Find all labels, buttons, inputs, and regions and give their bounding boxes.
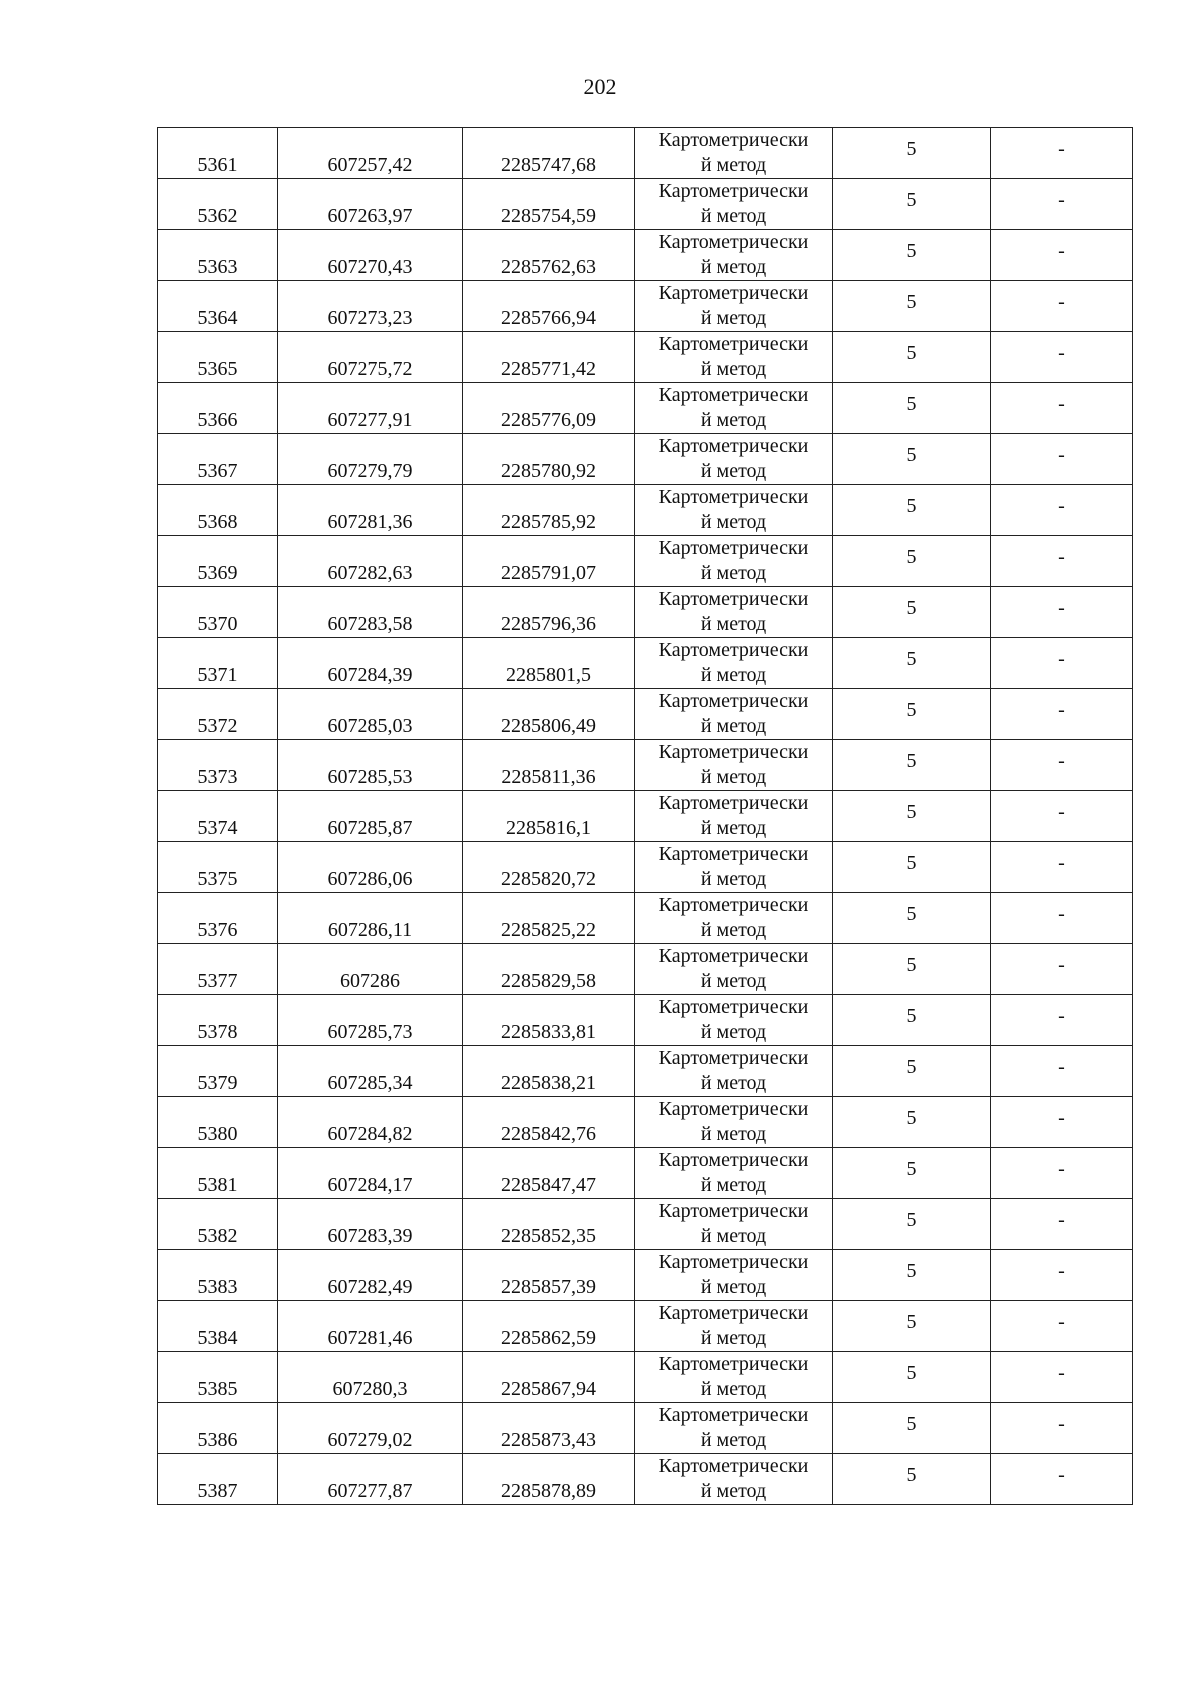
accuracy-cell: 5 <box>833 1454 991 1505</box>
x-coordinate-cell: 607273,23 <box>278 281 463 332</box>
accuracy-cell: 5 <box>833 842 991 893</box>
accuracy-cell: 5 <box>833 128 991 179</box>
x-coordinate-cell: 607279,79 <box>278 434 463 485</box>
note-cell: - <box>991 791 1133 842</box>
method-text-line: й метод <box>700 715 767 737</box>
x-coordinate-cell: 607263,97 <box>278 179 463 230</box>
table-row <box>158 995 1133 1046</box>
point-number-cell: 5387 <box>158 1454 278 1505</box>
note-cell: - <box>991 485 1133 536</box>
point-number-cell: 5368 <box>158 485 278 536</box>
table-row <box>158 893 1133 944</box>
method-text-line: й метод <box>700 358 767 380</box>
note-cell: - <box>991 1046 1133 1097</box>
method-text-line: Картометрически <box>658 1200 809 1222</box>
accuracy-cell: 5 <box>833 1403 991 1454</box>
method-text-line: й метод <box>700 1021 767 1043</box>
x-coordinate-cell: 607285,53 <box>278 740 463 791</box>
x-coordinate-cell: 607282,63 <box>278 536 463 587</box>
x-coordinate-cell: 607275,72 <box>278 332 463 383</box>
accuracy-cell: 5 <box>833 281 991 332</box>
accuracy-cell: 5 <box>833 1148 991 1199</box>
method-cell <box>635 740 833 791</box>
method-text-line: й метод <box>700 868 767 890</box>
method-text-line: й метод <box>700 1480 767 1502</box>
y-coordinate-cell: 2285801,5 <box>463 638 635 689</box>
table-row <box>158 587 1133 638</box>
method-text-line: й метод <box>700 613 767 635</box>
note-cell: - <box>991 1352 1133 1403</box>
point-number-cell: 5366 <box>158 383 278 434</box>
point-number-cell: 5367 <box>158 434 278 485</box>
accuracy-cell: 5 <box>833 995 991 1046</box>
x-coordinate-cell: 607286,06 <box>278 842 463 893</box>
y-coordinate-cell: 2285780,92 <box>463 434 635 485</box>
y-coordinate-cell: 2285833,81 <box>463 995 635 1046</box>
method-text-line: й метод <box>700 1072 767 1094</box>
y-coordinate-cell: 2285785,92 <box>463 485 635 536</box>
y-coordinate-cell: 2285862,59 <box>463 1301 635 1352</box>
accuracy-cell: 5 <box>833 536 991 587</box>
y-coordinate-cell: 2285754,59 <box>463 179 635 230</box>
y-coordinate-cell: 2285776,09 <box>463 383 635 434</box>
x-coordinate-cell: 607257,42 <box>278 128 463 179</box>
method-cell <box>635 842 833 893</box>
method-text-line: Картометрически <box>658 894 809 916</box>
accuracy-cell: 5 <box>833 1199 991 1250</box>
note-cell: - <box>991 995 1133 1046</box>
x-coordinate-cell: 607277,91 <box>278 383 463 434</box>
point-number-cell: 5370 <box>158 587 278 638</box>
y-coordinate-cell: 2285806,49 <box>463 689 635 740</box>
point-number-cell: 5371 <box>158 638 278 689</box>
table-row <box>158 1046 1133 1097</box>
method-text-line: й метод <box>700 205 767 227</box>
method-text-line: Картометрически <box>658 180 809 202</box>
note-cell: - <box>991 332 1133 383</box>
method-text-line: Картометрически <box>658 1047 809 1069</box>
method-text-line: й метод <box>700 409 767 431</box>
accuracy-cell: 5 <box>833 1250 991 1301</box>
table-row <box>158 1199 1133 1250</box>
method-cell <box>635 1301 833 1352</box>
accuracy-cell: 5 <box>833 1097 991 1148</box>
method-text-line: й метод <box>700 919 767 941</box>
method-cell <box>635 638 833 689</box>
accuracy-cell: 5 <box>833 1352 991 1403</box>
accuracy-cell: 5 <box>833 179 991 230</box>
note-cell: - <box>991 740 1133 791</box>
method-text-line: Картометрически <box>658 1149 809 1171</box>
accuracy-cell: 5 <box>833 638 991 689</box>
note-cell: - <box>991 1250 1133 1301</box>
y-coordinate-cell: 2285878,89 <box>463 1454 635 1505</box>
x-coordinate-cell: 607285,87 <box>278 791 463 842</box>
y-coordinate-cell: 2285842,76 <box>463 1097 635 1148</box>
method-text-line: й метод <box>700 460 767 482</box>
method-cell <box>635 587 833 638</box>
x-coordinate-cell: 607284,82 <box>278 1097 463 1148</box>
method-cell <box>635 536 833 587</box>
method-cell <box>635 485 833 536</box>
table-row <box>158 1454 1133 1505</box>
note-cell: - <box>991 434 1133 485</box>
method-text-line: Картометрически <box>658 1404 809 1426</box>
method-text-line: Картометрически <box>658 741 809 763</box>
note-cell: - <box>991 383 1133 434</box>
method-text-line: й метод <box>700 256 767 278</box>
y-coordinate-cell: 2285852,35 <box>463 1199 635 1250</box>
accuracy-cell: 5 <box>833 740 991 791</box>
method-text-line: Картометрически <box>658 1455 809 1477</box>
method-cell <box>635 1148 833 1199</box>
x-coordinate-cell: 607286,11 <box>278 893 463 944</box>
coordinates-table-body <box>158 128 1133 1505</box>
method-text-line: й метод <box>700 1327 767 1349</box>
note-cell: - <box>991 128 1133 179</box>
accuracy-cell: 5 <box>833 230 991 281</box>
y-coordinate-cell: 2285829,58 <box>463 944 635 995</box>
method-cell <box>635 1403 833 1454</box>
note-cell: - <box>991 893 1133 944</box>
point-number-cell: 5378 <box>158 995 278 1046</box>
point-number-cell: 5361 <box>158 128 278 179</box>
table-row <box>158 689 1133 740</box>
table-row <box>158 1250 1133 1301</box>
y-coordinate-cell: 2285820,72 <box>463 842 635 893</box>
x-coordinate-cell: 607285,34 <box>278 1046 463 1097</box>
note-cell: - <box>991 536 1133 587</box>
accuracy-cell: 5 <box>833 944 991 995</box>
note-cell: - <box>991 1148 1133 1199</box>
y-coordinate-cell: 2285867,94 <box>463 1352 635 1403</box>
note-cell: - <box>991 1301 1133 1352</box>
point-number-cell: 5365 <box>158 332 278 383</box>
y-coordinate-cell: 2285811,36 <box>463 740 635 791</box>
y-coordinate-cell: 2285873,43 <box>463 1403 635 1454</box>
point-number-cell: 5374 <box>158 791 278 842</box>
table-row <box>158 638 1133 689</box>
method-text-line: й метод <box>700 1225 767 1247</box>
note-cell: - <box>991 587 1133 638</box>
method-cell <box>635 434 833 485</box>
x-coordinate-cell: 607285,03 <box>278 689 463 740</box>
y-coordinate-cell: 2285816,1 <box>463 791 635 842</box>
accuracy-cell: 5 <box>833 587 991 638</box>
method-cell <box>635 995 833 1046</box>
method-cell <box>635 1199 833 1250</box>
method-text-line: Картометрически <box>658 129 809 151</box>
method-text-line: Картометрически <box>658 1251 809 1273</box>
x-coordinate-cell: 607284,17 <box>278 1148 463 1199</box>
table-row <box>158 944 1133 995</box>
method-cell <box>635 1454 833 1505</box>
method-text-line: й метод <box>700 562 767 584</box>
note-cell: - <box>991 1454 1133 1505</box>
note-cell: - <box>991 281 1133 332</box>
method-text-line: Картометрически <box>658 231 809 253</box>
accuracy-cell: 5 <box>833 689 991 740</box>
y-coordinate-cell: 2285838,21 <box>463 1046 635 1097</box>
method-text-line: й метод <box>700 1429 767 1451</box>
point-number-cell: 5364 <box>158 281 278 332</box>
method-text-line: й метод <box>700 1378 767 1400</box>
y-coordinate-cell: 2285791,07 <box>463 536 635 587</box>
point-number-cell: 5384 <box>158 1301 278 1352</box>
x-coordinate-cell: 607270,43 <box>278 230 463 281</box>
table-row <box>158 842 1133 893</box>
method-cell <box>635 689 833 740</box>
table-row <box>158 485 1133 536</box>
accuracy-cell: 5 <box>833 893 991 944</box>
x-coordinate-cell: 607284,39 <box>278 638 463 689</box>
method-cell <box>635 1046 833 1097</box>
point-number-cell: 5380 <box>158 1097 278 1148</box>
table-row <box>158 791 1133 842</box>
table-row <box>158 536 1133 587</box>
method-cell <box>635 179 833 230</box>
method-text-line: Картометрически <box>658 384 809 406</box>
x-coordinate-cell: 607281,36 <box>278 485 463 536</box>
note-cell: - <box>991 1199 1133 1250</box>
method-text-line: й метод <box>700 307 767 329</box>
y-coordinate-cell: 2285766,94 <box>463 281 635 332</box>
point-number-cell: 5362 <box>158 179 278 230</box>
x-coordinate-cell: 607283,58 <box>278 587 463 638</box>
accuracy-cell: 5 <box>833 791 991 842</box>
note-cell: - <box>991 1097 1133 1148</box>
method-text-line: й метод <box>700 1123 767 1145</box>
point-number-cell: 5373 <box>158 740 278 791</box>
method-text-line: й метод <box>700 664 767 686</box>
point-number-cell: 5386 <box>158 1403 278 1454</box>
page-number: 202 <box>583 74 617 99</box>
table-row <box>158 1301 1133 1352</box>
accuracy-cell: 5 <box>833 1301 991 1352</box>
table-row <box>158 1403 1133 1454</box>
method-text-line: Картометрически <box>658 588 809 610</box>
point-number-cell: 5377 <box>158 944 278 995</box>
x-coordinate-cell: 607277,87 <box>278 1454 463 1505</box>
note-cell: - <box>991 230 1133 281</box>
method-cell <box>635 230 833 281</box>
accuracy-cell: 5 <box>833 383 991 434</box>
y-coordinate-cell: 2285796,36 <box>463 587 635 638</box>
y-coordinate-cell: 2285847,47 <box>463 1148 635 1199</box>
x-coordinate-cell: 607281,46 <box>278 1301 463 1352</box>
table-row <box>158 179 1133 230</box>
note-cell: - <box>991 1403 1133 1454</box>
method-cell <box>635 893 833 944</box>
y-coordinate-cell: 2285857,39 <box>463 1250 635 1301</box>
method-cell <box>635 1352 833 1403</box>
table-row <box>158 740 1133 791</box>
method-cell <box>635 332 833 383</box>
y-coordinate-cell: 2285825,22 <box>463 893 635 944</box>
table-row <box>158 434 1133 485</box>
method-text-line: Картометрически <box>658 1098 809 1120</box>
table-row <box>158 1352 1133 1403</box>
y-coordinate-cell: 2285747,68 <box>463 128 635 179</box>
method-text-line: Картометрически <box>658 945 809 967</box>
accuracy-cell: 5 <box>833 485 991 536</box>
method-text-line: Картометрически <box>658 435 809 457</box>
method-cell <box>635 1097 833 1148</box>
coordinates-table <box>157 127 1133 1505</box>
method-cell <box>635 944 833 995</box>
note-cell: - <box>991 689 1133 740</box>
method-text-line: й метод <box>700 511 767 533</box>
method-text-line: й метод <box>700 154 767 176</box>
table-row <box>158 230 1133 281</box>
point-number-cell: 5379 <box>158 1046 278 1097</box>
x-coordinate-cell: 607285,73 <box>278 995 463 1046</box>
method-text-line: й метод <box>700 817 767 839</box>
note-cell: - <box>991 944 1133 995</box>
method-text-line: Картометрически <box>658 537 809 559</box>
point-number-cell: 5369 <box>158 536 278 587</box>
table-row <box>158 1097 1133 1148</box>
point-number-cell: 5363 <box>158 230 278 281</box>
method-cell <box>635 383 833 434</box>
method-text-line: й метод <box>700 766 767 788</box>
note-cell: - <box>991 638 1133 689</box>
y-coordinate-cell: 2285762,63 <box>463 230 635 281</box>
point-number-cell: 5375 <box>158 842 278 893</box>
accuracy-cell: 5 <box>833 1046 991 1097</box>
note-cell: - <box>991 179 1133 230</box>
x-coordinate-cell: 607283,39 <box>278 1199 463 1250</box>
method-text-line: Картометрически <box>658 996 809 1018</box>
method-cell <box>635 128 833 179</box>
method-cell <box>635 791 833 842</box>
point-number-cell: 5376 <box>158 893 278 944</box>
x-coordinate-cell: 607282,49 <box>278 1250 463 1301</box>
y-coordinate-cell: 2285771,42 <box>463 332 635 383</box>
method-text-line: Картометрически <box>658 1353 809 1375</box>
point-number-cell: 5385 <box>158 1352 278 1403</box>
method-text-line: й метод <box>700 970 767 992</box>
method-cell <box>635 281 833 332</box>
method-text-line: Картометрически <box>658 690 809 712</box>
method-text-line: й метод <box>700 1174 767 1196</box>
x-coordinate-cell: 607280,3 <box>278 1352 463 1403</box>
method-text-line: Картометрически <box>658 333 809 355</box>
method-text-line: Картометрически <box>658 1302 809 1324</box>
accuracy-cell: 5 <box>833 434 991 485</box>
x-coordinate-cell: 607279,02 <box>278 1403 463 1454</box>
point-number-cell: 5372 <box>158 689 278 740</box>
method-text-line: Картометрически <box>658 282 809 304</box>
point-number-cell: 5382 <box>158 1199 278 1250</box>
accuracy-cell: 5 <box>833 332 991 383</box>
table-row <box>158 1148 1133 1199</box>
method-text-line: й метод <box>700 1276 767 1298</box>
x-coordinate-cell: 607286 <box>278 944 463 995</box>
table-row <box>158 332 1133 383</box>
table-row <box>158 128 1133 179</box>
method-text-line: Картометрически <box>658 639 809 661</box>
table-row <box>158 383 1133 434</box>
method-cell <box>635 1250 833 1301</box>
method-text-line: Картометрически <box>658 792 809 814</box>
point-number-cell: 5383 <box>158 1250 278 1301</box>
method-text-line: Картометрически <box>658 486 809 508</box>
note-cell: - <box>991 842 1133 893</box>
table-row <box>158 281 1133 332</box>
point-number-cell: 5381 <box>158 1148 278 1199</box>
method-text-line: Картометрически <box>658 843 809 865</box>
